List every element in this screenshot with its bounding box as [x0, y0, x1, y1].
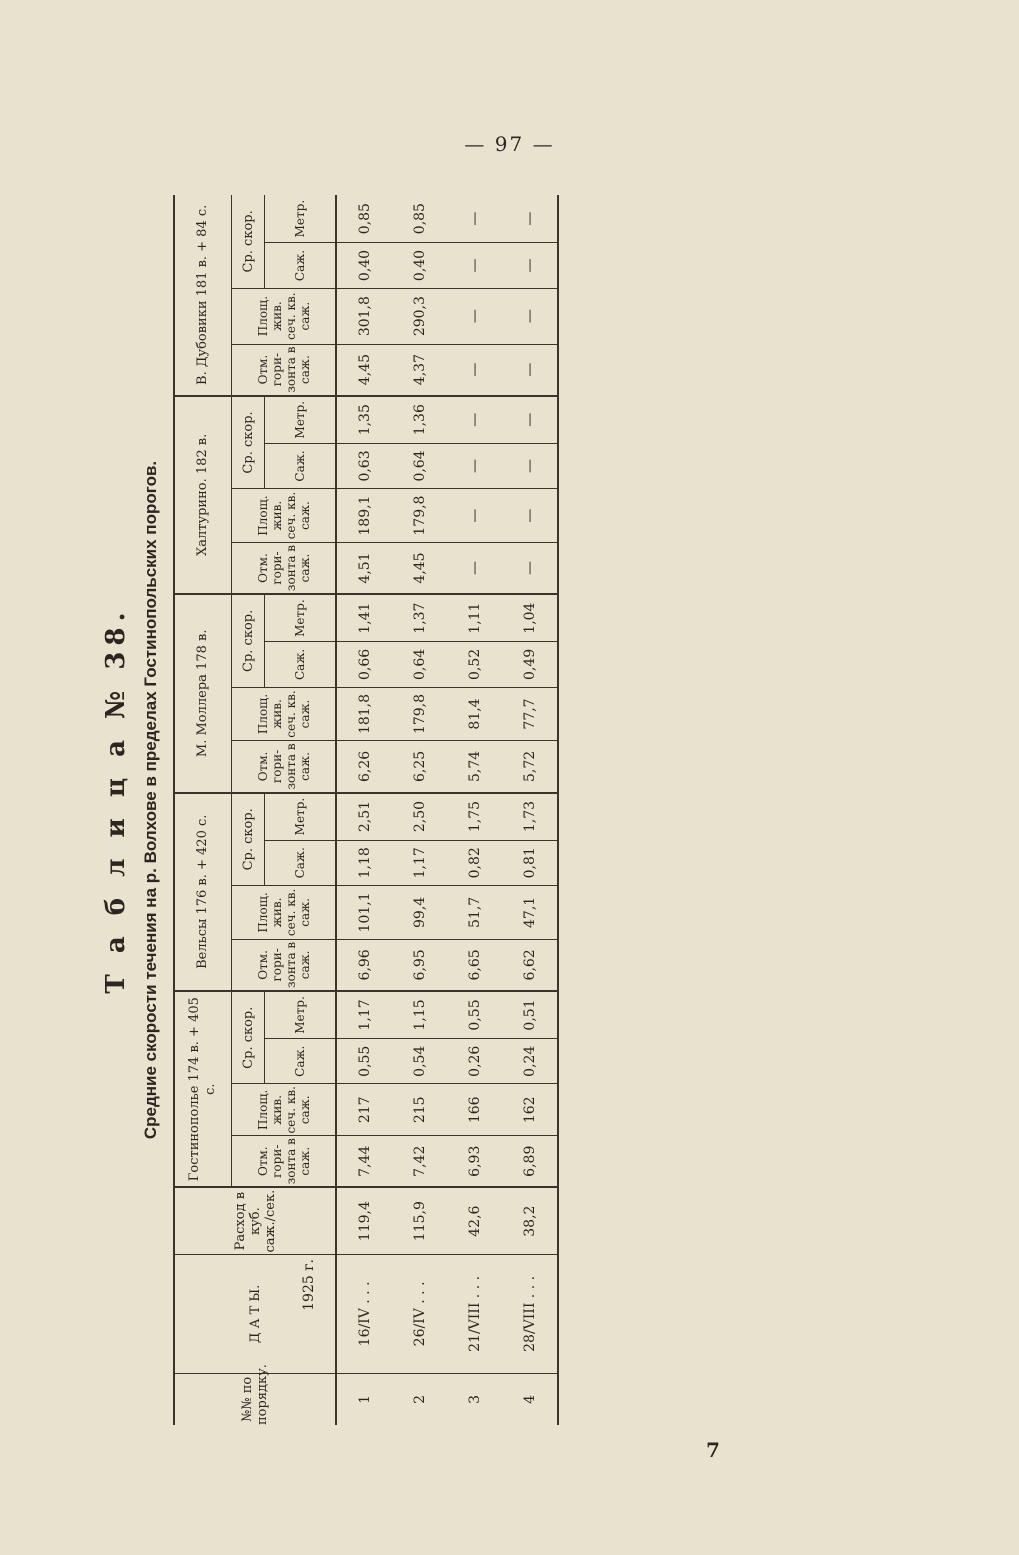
row-number: 1 — [356, 1394, 373, 1404]
cell-value: 51,7 — [447, 886, 502, 940]
cell-value: 179,8 — [392, 489, 447, 543]
cell-value: 5,72 — [502, 741, 558, 793]
cell-value: — — [502, 344, 558, 396]
table-title: Т а б л и ц а № 38. — [101, 606, 131, 994]
page-number: — 97 — — [464, 132, 555, 156]
mean-speed-header: Ср. скор. — [232, 793, 265, 886]
cell-value: — — [447, 288, 502, 344]
cell-value: 2,50 — [392, 793, 447, 841]
cell-value: 1,18 — [336, 840, 392, 885]
cell-value: — — [502, 396, 558, 444]
num-header: №№ по порядку. — [174, 1373, 336, 1425]
dates-header: Д А Т Ы. — [174, 1254, 336, 1373]
table-row — [502, 195, 558, 1425]
cell-value: 1,17 — [392, 840, 447, 885]
cell-value: 0,66 — [336, 642, 392, 687]
area-header: Площ. жив. сеч. кв. саж. — [232, 687, 337, 741]
height-mark-header: Отм. гори-зонта в саж. — [232, 1136, 337, 1188]
cell-value: 0,55 — [336, 1039, 392, 1084]
cell-value: 1,15 — [392, 991, 447, 1039]
cell-value: 0,51 — [502, 991, 558, 1039]
cell-value: 1,36 — [392, 396, 447, 444]
row-number: 3 — [466, 1394, 483, 1404]
metr-header: Метр. — [265, 991, 337, 1039]
row-date: 28/VIII . . . — [502, 1254, 558, 1373]
cell-value: — — [502, 288, 558, 344]
cell-value: 101,1 — [336, 886, 392, 940]
cell-value: 6,89 — [502, 1136, 558, 1188]
height-mark-header: Отм. гори-зонта в саж. — [232, 344, 337, 396]
cell-value: 6,65 — [447, 939, 502, 991]
year-label: 1925 г. — [301, 1258, 317, 1311]
velocity-table — [173, 195, 559, 1425]
row-date: 21/VIII . . . — [447, 1254, 502, 1373]
cell-value: 47,1 — [502, 886, 558, 940]
cell-value: 4,37 — [392, 344, 447, 396]
mean-speed-header: Ср. скор. — [232, 396, 265, 489]
cell-value: 189,1 — [336, 489, 392, 543]
sazh-header: Саж. — [265, 1039, 337, 1084]
discharge-header: Расход в куб. саж./сек. — [174, 1187, 336, 1254]
sazh-header: Саж. — [265, 243, 337, 288]
cell-value: 77,7 — [502, 687, 558, 741]
cell-value: 0,26 — [447, 1039, 502, 1084]
cell-value: 6,96 — [336, 939, 392, 991]
cell-value: 215 — [392, 1084, 447, 1136]
cell-value: 0,52 — [447, 642, 502, 687]
cell-value: — — [502, 489, 558, 543]
cell-value: — — [502, 542, 558, 594]
mean-speed-header: Ср. скор. — [232, 195, 265, 288]
cell-value: 6,25 — [392, 741, 447, 793]
cell-value: 166 — [447, 1084, 502, 1136]
cell-value: 0,64 — [392, 443, 447, 488]
cell-value: 0,40 — [392, 243, 447, 288]
cell-value: 6,62 — [502, 939, 558, 991]
cell-value: 4,45 — [392, 542, 447, 594]
cell-value: 301,8 — [336, 288, 392, 344]
cell-value: 0,85 — [336, 195, 392, 243]
area-header: Площ. жив. сеч. кв. саж. — [232, 886, 337, 940]
cell-value: 181,8 — [336, 687, 392, 741]
cell-value: 6,26 — [336, 741, 392, 793]
row-date: 16/IV . . . 1925 г. — [336, 1254, 392, 1373]
cell-value: 81,4 — [447, 687, 502, 741]
cell-value: 179,8 — [392, 687, 447, 741]
sazh-header: Саж. — [265, 443, 337, 488]
cell-value: 0,81 — [502, 840, 558, 885]
station-header: В. Дубовики 181 в. + 84 с. — [174, 195, 232, 396]
cell-value: 0,54 — [392, 1039, 447, 1084]
row-discharge: 115,9 — [392, 1187, 447, 1254]
cell-value: 1,17 — [336, 991, 392, 1039]
cell-value: — — [447, 542, 502, 594]
cell-value: 1,11 — [447, 594, 502, 642]
cell-value: — — [447, 344, 502, 396]
cell-value: 0,49 — [502, 642, 558, 687]
area-header: Площ. жив. сеч. кв. саж. — [232, 288, 337, 344]
cell-value: 1,75 — [447, 793, 502, 841]
area-header: Площ. жив. сеч. кв. саж. — [232, 489, 337, 543]
cell-value: 6,93 — [447, 1136, 502, 1188]
cell-value: 2,51 — [336, 793, 392, 841]
cell-value: 0,55 — [447, 991, 502, 1039]
cell-value: — — [447, 489, 502, 543]
row-discharge: 38,2 — [502, 1187, 558, 1254]
row-number: 4 — [502, 1373, 558, 1425]
cell-value: 5,74 — [447, 741, 502, 793]
cell-value: 6,95 — [392, 939, 447, 991]
station-header: Халтурино. 182 в. — [174, 396, 232, 594]
station-header: Вельсы 176 в. + 420 с. — [174, 793, 232, 991]
cell-value: — — [502, 195, 558, 243]
row-date: 26/IV . . . — [392, 1254, 447, 1373]
mean-speed-header: Ср. скор. — [232, 991, 265, 1084]
cell-value: 162 — [502, 1084, 558, 1136]
cell-value: 217 — [336, 1084, 392, 1136]
area-header: Площ. жив. сеч. кв. саж. — [232, 1084, 337, 1136]
metr-header: Метр. — [265, 195, 337, 243]
cell-value: 0,24 — [502, 1039, 558, 1084]
rotated-table-block — [95, 175, 725, 1425]
metr-header: Метр. — [265, 793, 337, 841]
table-row — [392, 195, 447, 1425]
table-row — [447, 195, 502, 1425]
cell-value: — — [447, 443, 502, 488]
cell-value: 4,45 — [336, 344, 392, 396]
row-discharge: 119,4 — [336, 1187, 392, 1254]
height-mark-header: Отм. гори-зонта в саж. — [232, 939, 337, 991]
station-header: Гостинополье 174 в. + 405 с. — [174, 991, 232, 1187]
metr-header: Метр. — [265, 396, 337, 444]
cell-value: — — [447, 396, 502, 444]
cell-value: 0,63 — [336, 443, 392, 488]
metr-header: Метр. — [265, 594, 337, 642]
cell-value: 7,44 — [336, 1136, 392, 1188]
sazh-header: Саж. — [265, 642, 337, 687]
cell-value: 99,4 — [392, 886, 447, 940]
cell-value: 4,51 — [336, 542, 392, 594]
cell-value: 0,85 — [392, 195, 447, 243]
row-discharge: 42,6 — [447, 1187, 502, 1254]
cell-value: 0,40 — [336, 243, 392, 288]
cell-value: 0,82 — [447, 840, 502, 885]
height-mark-header: Отм. гори-зонта в саж. — [232, 542, 337, 594]
cell-value: 290,3 — [392, 288, 447, 344]
cell-value: — — [447, 195, 502, 243]
cell-value: 0,64 — [392, 642, 447, 687]
cell-value: — — [447, 243, 502, 288]
sazh-header: Саж. — [265, 840, 337, 885]
cell-value: 1,35 — [336, 396, 392, 444]
table-subtitle: Средние скорости течения на р. Волхове в пределах Гостинопольских порогов. — [141, 460, 160, 1140]
row-number: 2 — [411, 1394, 428, 1404]
cell-value: 1,04 — [502, 594, 558, 642]
station-header: М. Моллера 178 в. — [174, 594, 232, 792]
cell-value: 7,42 — [392, 1136, 447, 1188]
cell-value: — — [502, 443, 558, 488]
cell-value: — — [502, 243, 558, 288]
footer-number: 7 — [706, 1438, 720, 1462]
cell-value: 1,41 — [336, 594, 392, 642]
height-mark-header: Отм. гори-зонта в саж. — [232, 741, 337, 793]
cell-value: 1,73 — [502, 793, 558, 841]
mean-speed-header: Ср. скор. — [232, 594, 265, 687]
table-row — [336, 195, 392, 1425]
cell-value: 1,37 — [392, 594, 447, 642]
